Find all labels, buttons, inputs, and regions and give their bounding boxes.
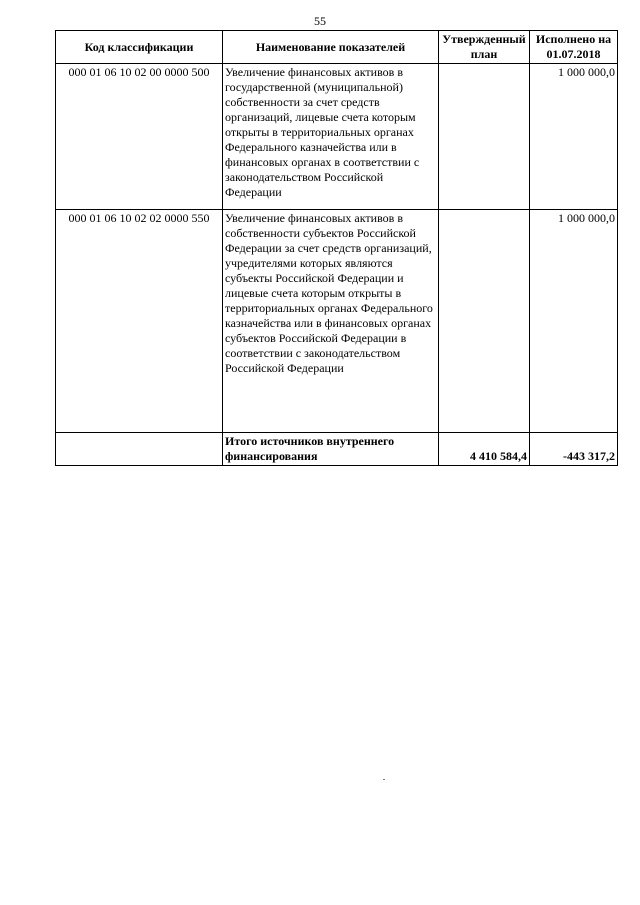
total-approved: 4 410 584,4 xyxy=(439,433,530,466)
total-code xyxy=(56,433,223,466)
financing-sources-table xyxy=(55,30,618,466)
table-row xyxy=(56,64,618,210)
header-name: Наименование показателей xyxy=(223,31,439,64)
header-executed: Исполнено на 01.07.2018 xyxy=(530,31,618,64)
page-number: 55 xyxy=(314,14,326,28)
total-row xyxy=(56,433,618,466)
row-name: Увеличение финансовых активов в собственности субъектов Российской Федерации за счет средств организаций, учредителями которых являются субъекты Российской Федерации и лицевые счета которым открыты в территориальных органах Федерального казначейства или в финансовых органах субъектов Российской Федерации в соответствии с законодательством Российской Федерации xyxy=(223,210,439,433)
total-executed: -443 317,2 xyxy=(530,433,618,466)
row-code: 000 01 06 10 02 00 0000 500 xyxy=(56,64,223,210)
row-approved xyxy=(439,210,530,433)
total-label: Итого источников внутреннего финансирования xyxy=(223,433,439,466)
row-executed: 1 000 000,0 xyxy=(530,64,618,210)
table-row xyxy=(56,210,618,433)
header-code: Код классификации xyxy=(56,31,223,64)
row-executed: 1 000 000,0 xyxy=(530,210,618,433)
scan-speck xyxy=(383,779,385,780)
header-approved: Утвержденный план xyxy=(439,31,530,64)
table-header-row xyxy=(56,31,618,64)
row-name: Увеличение финансовых активов в государственной (муниципальной) собственности за счет средств организаций, лицевые счета которым открыты в территориальных органах Федерального казначейства или в финансовых органах в соответствии с законодательством Российской Федерации xyxy=(223,64,439,210)
row-approved xyxy=(439,64,530,210)
row-code: 000 01 06 10 02 02 0000 550 xyxy=(56,210,223,433)
